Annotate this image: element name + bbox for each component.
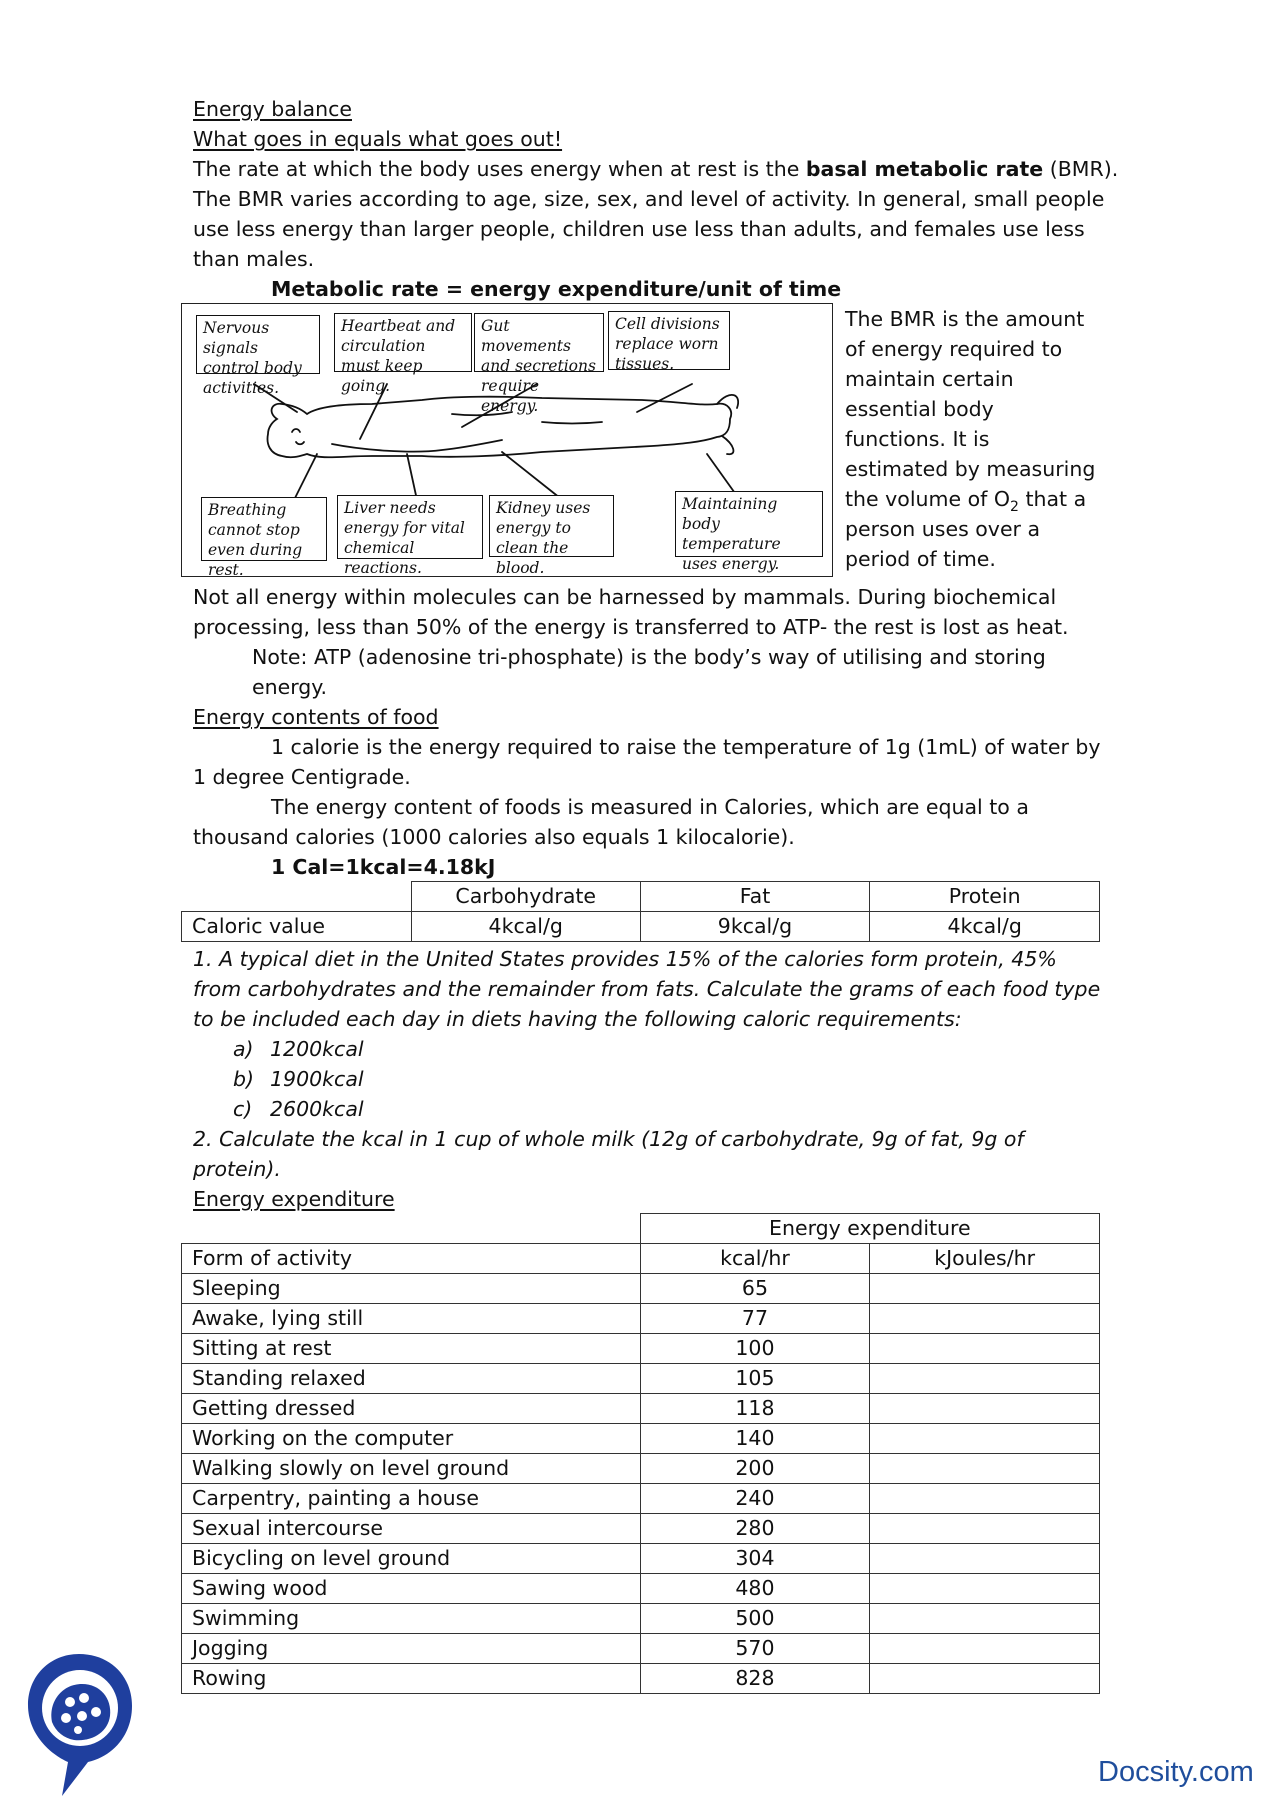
table-cell (182, 1214, 641, 1244)
paragraph-line: 1 degree Centigrade. (193, 765, 411, 789)
formula: Metabolic rate = energy expenditure/unit of time (271, 277, 842, 301)
text-span: The rate at which the body uses energy when at rest is the (193, 157, 806, 181)
section-heading-energy-balance: Energy balance (193, 97, 352, 121)
table-row (182, 912, 1100, 942)
kcal-cell: 828 (640, 1664, 870, 1694)
paragraph-line: 1 calorie is the energy required to raise the temperature of 1g (1mL) of water by (271, 735, 1101, 759)
label-liver: Liver needs energy for vital chemical reactions. (337, 495, 483, 559)
table-row (182, 1544, 1100, 1574)
subscript: 2 (1010, 499, 1019, 516)
paragraph-line: processing, less than 50% of the energy is transferred to ATP- the rest is lost as heat. (193, 615, 1069, 639)
kcal-cell: 304 (640, 1544, 870, 1574)
kcal-cell: 140 (640, 1424, 870, 1454)
activity-cell: Carpentry, painting a house (182, 1484, 641, 1514)
kcal-cell: 105 (640, 1364, 870, 1394)
table-body (182, 1274, 1100, 1694)
bold-term: basal metabolic rate (805, 157, 1044, 181)
table-row (182, 1424, 1100, 1454)
kjoules-cell (870, 1574, 1100, 1604)
energy-expenditure-table (181, 1213, 1100, 1694)
table-row (182, 1394, 1100, 1424)
row-label: Caloric value (182, 912, 412, 942)
activity-cell: Swimming (182, 1604, 641, 1634)
kjoules-cell (870, 1664, 1100, 1694)
activity-cell: Sexual intercourse (182, 1514, 641, 1544)
table-row (182, 1304, 1100, 1334)
question-line: from carbohydrates and the remainder from fats. Calculate the grams of each food type (193, 977, 1101, 1001)
table-header: kJoules/hr (870, 1244, 1100, 1274)
conversion-formula: 1 Cal=1kcal=4.18kJ (271, 855, 496, 879)
side-text-line: maintain certain (845, 367, 1014, 391)
table-cell: 4kcal/g (411, 912, 640, 942)
kcal-cell: 500 (640, 1604, 870, 1634)
kjoules-cell (870, 1604, 1100, 1634)
text-span: (BMR). (1043, 157, 1119, 181)
table-row (182, 1274, 1100, 1304)
activity-cell: Sawing wood (182, 1574, 641, 1604)
kcal-cell: 65 (640, 1274, 870, 1304)
kjoules-cell (870, 1484, 1100, 1514)
table-row (182, 1244, 1100, 1274)
kcal-cell: 100 (640, 1334, 870, 1364)
table-cell (182, 882, 412, 912)
table-header: Fat (640, 882, 870, 912)
side-text-line: of energy required to (845, 337, 1063, 361)
paragraph-line: thousand calories (1000 calories also equals 1 kilocalorie). (193, 825, 795, 849)
activity-cell: Bicycling on level ground (182, 1544, 641, 1574)
option-letter: a) (233, 1037, 254, 1061)
option-item (233, 1034, 364, 1064)
question-line: 1. A typical diet in the United States provides 15% of the calories form protein, 45% (193, 947, 1057, 971)
table-row (182, 1514, 1100, 1544)
side-text-line: estimated by measuring (845, 457, 1096, 481)
kcal-cell: 240 (640, 1484, 870, 1514)
label-cell-divisions: Cell divisions replace worn tissues. (608, 311, 730, 370)
paragraph-line: The energy content of foods is measured in Calories, which are equal to a (271, 795, 1029, 819)
paragraph-line: than males. (193, 247, 315, 271)
table-header: Form of activity (182, 1244, 641, 1274)
kjoules-cell (870, 1394, 1100, 1424)
kjoules-cell (870, 1514, 1100, 1544)
note-line: energy. (252, 675, 328, 699)
table-cell: 4kcal/g (870, 912, 1100, 942)
table-header: Carbohydrate (411, 882, 640, 912)
activity-cell: Jogging (182, 1634, 641, 1664)
paragraph-line: The BMR varies according to age, size, sex, and level of activity. In general, small people (193, 187, 1105, 211)
table-row (182, 1334, 1100, 1364)
group-header: Energy expenditure (640, 1214, 1099, 1244)
kcal-cell: 118 (640, 1394, 870, 1424)
label-nervous-signals: Nervous signals control body activities. (196, 315, 320, 374)
question-line: 2. Calculate the kcal in 1 cup of whole milk (12g of carbohydrate, 9g of fat, 9g of (193, 1127, 1024, 1151)
label-heartbeat: Heartbeat and circulation must keep going. (334, 313, 472, 372)
activity-cell: Standing relaxed (182, 1364, 641, 1394)
option-text: 2600kcal (270, 1097, 364, 1121)
table-cell: 9kcal/g (640, 912, 870, 942)
side-text-line: period of time. (845, 547, 996, 571)
kcal-cell: 77 (640, 1304, 870, 1334)
bmr-figure (181, 303, 833, 577)
kcal-cell: 570 (640, 1634, 870, 1664)
table-row (182, 1364, 1100, 1394)
kjoules-cell (870, 1424, 1100, 1454)
table-row (182, 882, 1100, 912)
kjoules-cell (870, 1274, 1100, 1304)
text-span: that a (1018, 487, 1087, 511)
table-row (182, 1214, 1100, 1244)
label-kidney: Kidney uses energy to clean the blood. (489, 495, 614, 557)
activity-cell: Sitting at rest (182, 1334, 641, 1364)
activity-cell: Working on the computer (182, 1424, 641, 1454)
note-line: Note: ATP (adenosine tri-phosphate) is the body’s way of utilising and storing (252, 645, 1046, 669)
option-letter: c) (233, 1097, 253, 1121)
kcal-cell: 200 (640, 1454, 870, 1484)
kjoules-cell (870, 1544, 1100, 1574)
label-gut-movements: Gut movements and secretions require energy. (474, 313, 604, 372)
option-item (233, 1064, 364, 1094)
activity-cell: Rowing (182, 1664, 641, 1694)
docsity-logo (22, 1650, 137, 1800)
side-text-line: The BMR is the amount (845, 307, 1085, 331)
kjoules-cell (870, 1634, 1100, 1664)
paragraph-line: Not all energy within molecules can be harnessed by mammals. During biochemical (193, 585, 1057, 609)
activity-cell: Walking slowly on level ground (182, 1454, 641, 1484)
kjoules-cell (870, 1334, 1100, 1364)
kcal-cell: 480 (640, 1574, 870, 1604)
side-text-line: essential body (845, 397, 994, 421)
table-row (182, 1634, 1100, 1664)
section-heading-energy-contents: Energy contents of food (193, 705, 439, 729)
table-row (182, 1604, 1100, 1634)
question-line: to be included each day in diets having the following caloric requirements: (193, 1007, 962, 1031)
option-letter: b) (233, 1067, 255, 1091)
kcal-cell: 280 (640, 1514, 870, 1544)
activity-cell: Sleeping (182, 1274, 641, 1304)
table-header: Protein (870, 882, 1100, 912)
option-text: 1900kcal (270, 1067, 364, 1091)
option-item (233, 1094, 364, 1124)
paragraph-line (193, 154, 1118, 184)
side-text-line: person uses over a (845, 517, 1041, 541)
activity-cell: Getting dressed (182, 1394, 641, 1424)
caloric-value-table (181, 881, 1100, 942)
kjoules-cell (870, 1364, 1100, 1394)
label-body-temperature: Maintaining body temperature uses energy. (675, 491, 823, 557)
option-text: 1200kcal (270, 1037, 364, 1061)
table-row (182, 1454, 1100, 1484)
side-text-line: functions. It is (845, 427, 990, 451)
paragraph-line: use less energy than larger people, children use less than adults, and females use less (193, 217, 1085, 241)
section-heading-energy-expenditure: Energy expenditure (193, 1187, 395, 1211)
table-row (182, 1484, 1100, 1514)
activity-cell: Awake, lying still (182, 1304, 641, 1334)
kjoules-cell (870, 1454, 1100, 1484)
label-breathing: Breathing cannot stop even during rest. (201, 497, 327, 561)
table-row (182, 1664, 1100, 1694)
question-line: protein). (193, 1157, 281, 1181)
text-span: the volume of O (845, 487, 1011, 511)
table-row (182, 1574, 1100, 1604)
table-header: kcal/hr (640, 1244, 870, 1274)
subheading: What goes in equals what goes out! (193, 127, 563, 151)
docsity-watermark: Docsity.com (1098, 1756, 1254, 1788)
kjoules-cell (870, 1304, 1100, 1334)
